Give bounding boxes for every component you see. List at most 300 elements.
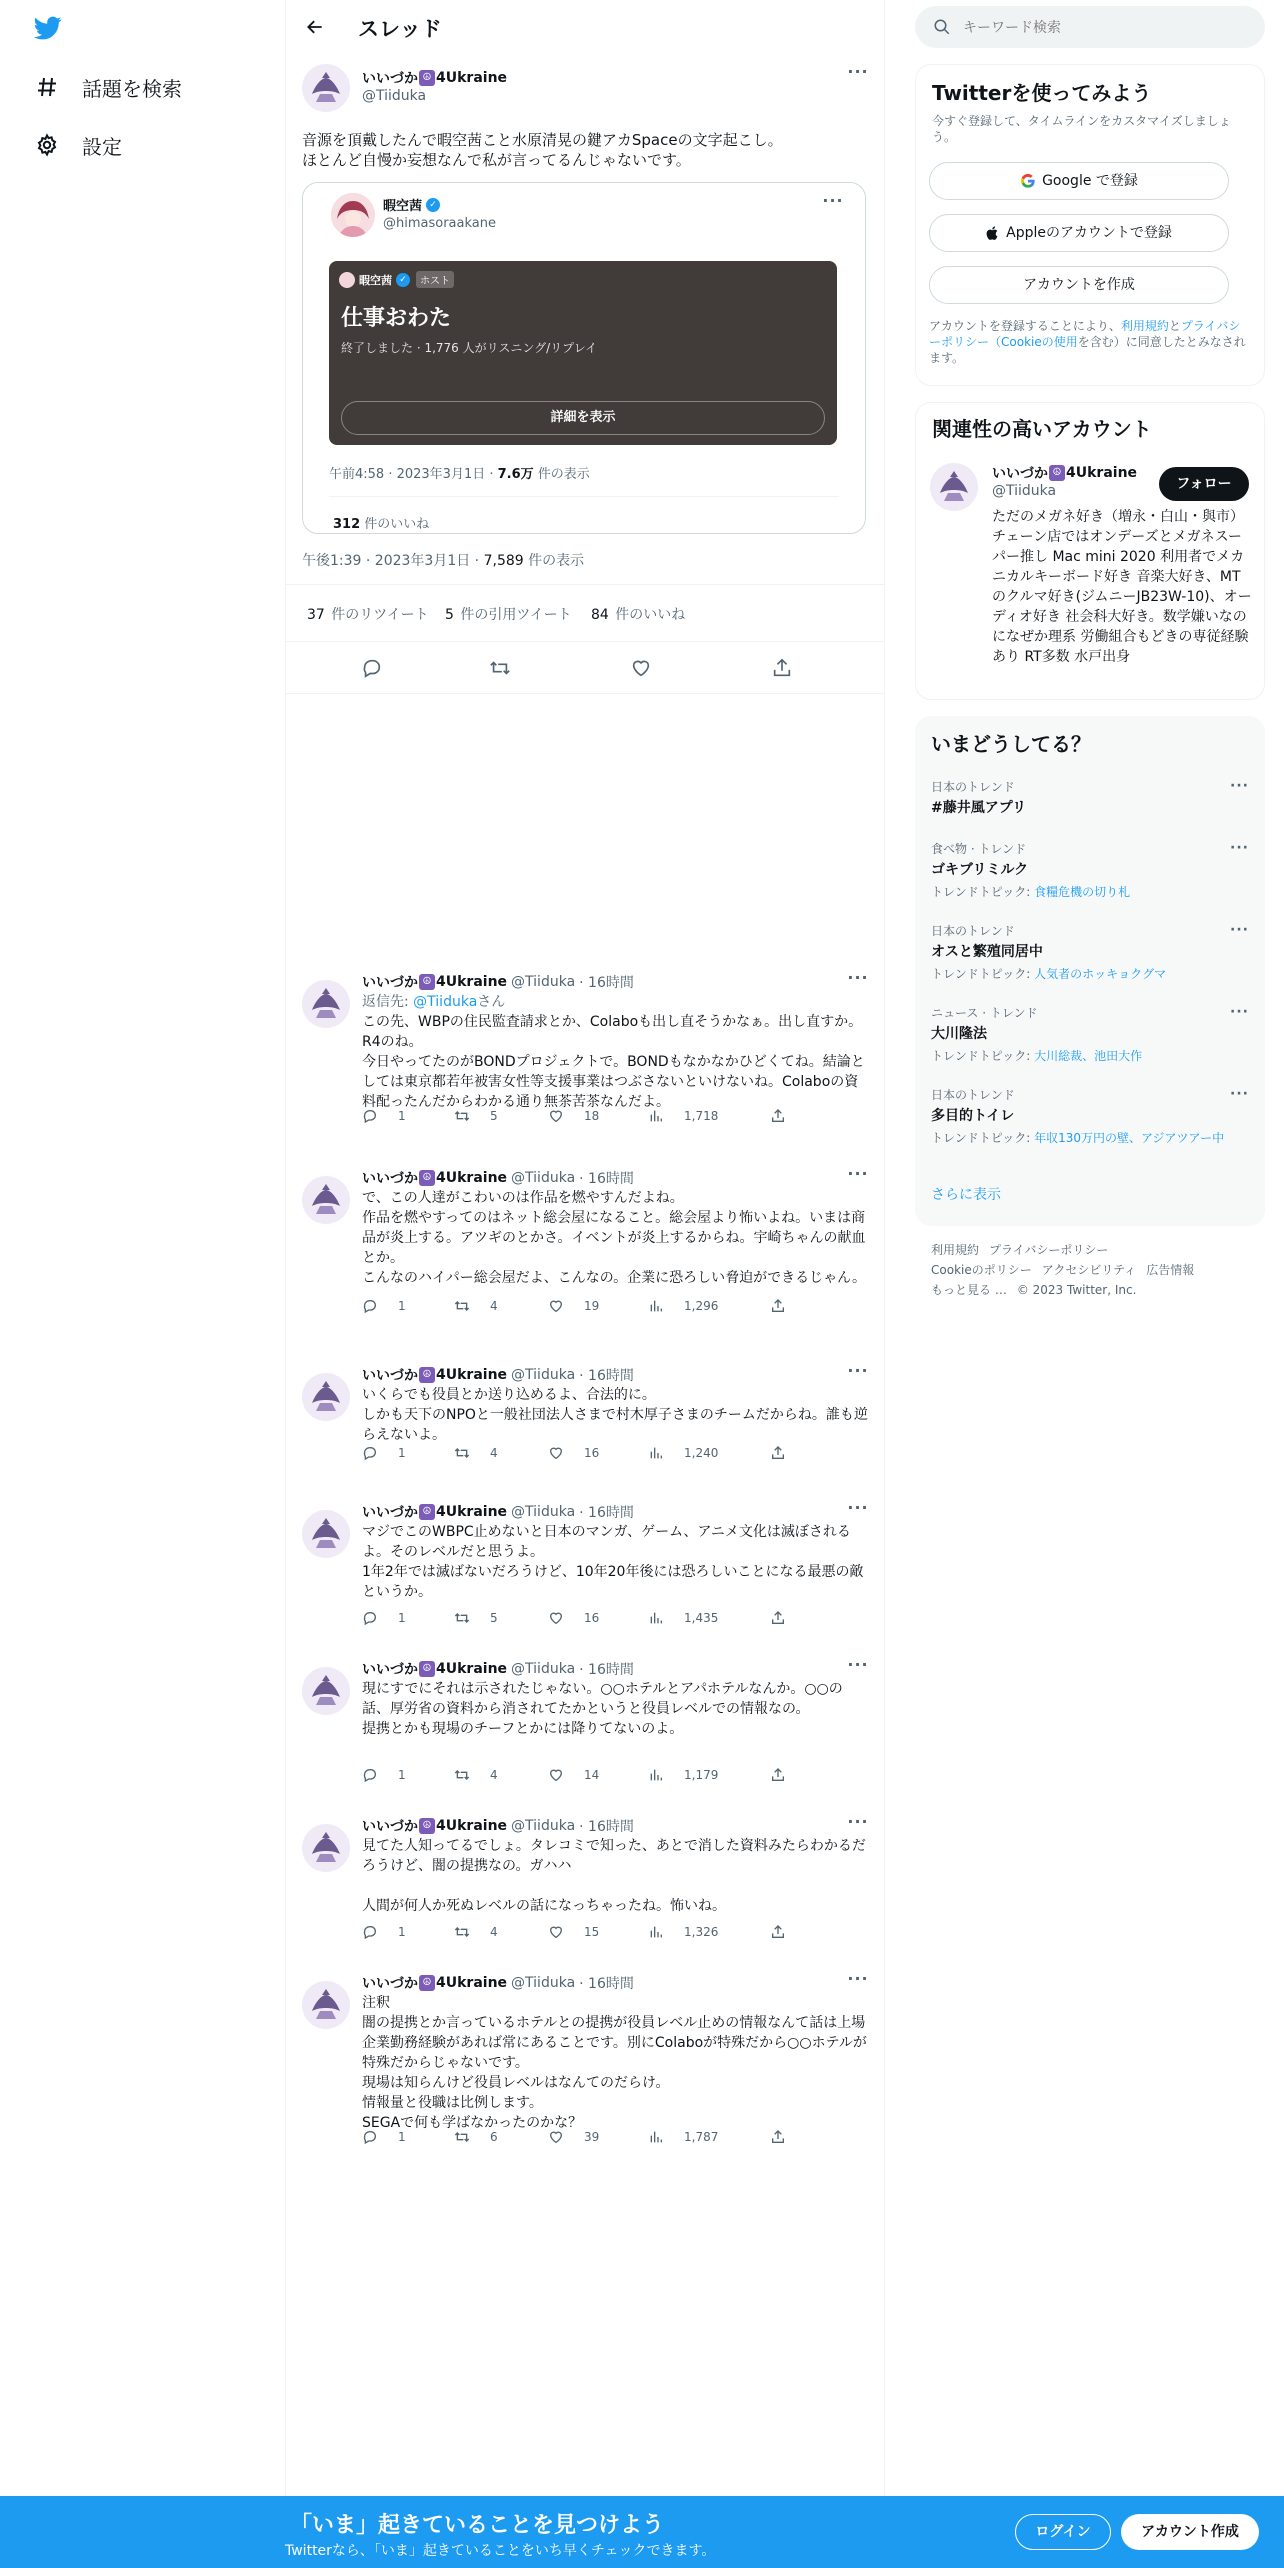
- footer-copyright: © 2023 Twitter, Inc.: [1016, 1283, 1137, 1297]
- retweet-icon[interactable]: [486, 654, 514, 682]
- replying-to: [362, 992, 868, 1012]
- page-title: スレッド: [358, 17, 442, 41]
- trend-topic-prefix: トレンドトピック:: [931, 1131, 1035, 1145]
- more-options-icon[interactable]: ···: [1230, 1086, 1249, 1102]
- retweet-button[interactable]: [454, 2129, 498, 2145]
- more-options-icon[interactable]: ···: [847, 1812, 869, 1831]
- like-heart-icon: [548, 1610, 574, 1626]
- views-button[interactable]: [648, 1610, 718, 1626]
- back-arrow-icon[interactable]: [298, 10, 332, 44]
- retweet-count: 5: [490, 1611, 498, 1625]
- like-button[interactable]: [548, 1445, 599, 1461]
- reply-handle[interactable]: @Tiiduka: [511, 1975, 576, 1991]
- trends-panel: [915, 716, 1265, 1226]
- footer-privacy[interactable]: プライバシーポリシー: [989, 1243, 1109, 1257]
- twitter-bird-icon[interactable]: [32, 14, 64, 44]
- view-count: 1,326: [684, 1925, 719, 1939]
- trend-topic-prefix: トレンドトピック:: [931, 1049, 1035, 1063]
- trend-title: 大川隆法: [931, 1026, 987, 1042]
- avatar[interactable]: [302, 1176, 350, 1224]
- retweet-icon: [454, 1108, 480, 1124]
- trend-category: ニュース · トレンド: [931, 1006, 1038, 1020]
- like-heart-icon: [548, 1924, 574, 1940]
- footer-cookie[interactable]: Cookieのポリシー: [931, 1263, 1032, 1277]
- create-account-button[interactable]: [929, 266, 1229, 304]
- retweet-button[interactable]: [454, 1298, 498, 1314]
- space-host-avatar: [339, 272, 355, 288]
- share-icon[interactable]: [768, 654, 796, 682]
- trend-topic-link[interactable]: 人気者のホッキョクグマ: [1034, 967, 1167, 981]
- reply-author-name[interactable]: いいづか: [362, 1976, 418, 1992]
- reply-button[interactable]: [362, 1767, 406, 1783]
- reply-actions: [362, 1924, 782, 1944]
- nav-explore[interactable]: [34, 72, 182, 102]
- reply-actions: [362, 1610, 782, 1630]
- trend-topic: [931, 1129, 1249, 1146]
- quotes-stat[interactable]: [445, 604, 572, 624]
- more-options-icon[interactable]: ···: [847, 968, 869, 987]
- reply-handle[interactable]: @Tiiduka: [511, 974, 576, 990]
- avatar[interactable]: [302, 64, 350, 112]
- trend-item[interactable]: [931, 1004, 1249, 1064]
- thread-header: [286, 0, 885, 54]
- search-icon: [933, 18, 951, 36]
- signup-subtitle: 今すぐ登録して、タイムラインをカスタマイズしましょう。: [932, 114, 1231, 144]
- apple-signup-button[interactable]: [929, 214, 1229, 252]
- reply-button[interactable]: [362, 1445, 406, 1461]
- trend-topic: [931, 883, 1249, 900]
- tweet-text: 音源を頂戴したんで暇空茜こと水原清晃の鍵アカSpaceの文字起こし。 ほとんど自慢か妄想なんで私が言ってるんじゃないです。: [302, 131, 783, 169]
- replying-prefix: 返信先:: [362, 994, 414, 1010]
- reply-author-suffix: 4Ukraine: [436, 1818, 508, 1834]
- like-count: 16: [584, 1611, 600, 1625]
- reply-count: 1: [398, 1768, 406, 1782]
- replying-to-link[interactable]: @Tiiduka: [413, 994, 478, 1010]
- retweet-icon: [454, 1924, 480, 1940]
- share-icon: [770, 1767, 796, 1783]
- quoted-views-label: 件の表示: [533, 467, 590, 482]
- reply-handle[interactable]: @Tiiduka: [511, 1504, 576, 1520]
- retweets-count: 37: [307, 607, 325, 623]
- space-host-name: 暇空茜: [359, 273, 392, 287]
- more-options-icon[interactable]: ···: [847, 1498, 869, 1517]
- retweet-count: 4: [490, 1768, 498, 1782]
- related-accounts-panel: [915, 402, 1265, 700]
- reply-actions: [362, 1445, 782, 1465]
- related-bio: ただのメガネ好き（増永・白山・與市） チェーン店ではオンデーズとメガネスーパー推し Mac mini 2020 利用者でメカニカルキーボード好き 音楽大好き、MTのクルマ好き(ジムニーJB23W-10)、オーディオ好き 社会科大好き。数学嫌いなのになぜか理系 労働組合もどきの専従経験あり RT多数 水戸出身: [992, 509, 1252, 665]
- search-input[interactable]: [963, 19, 1243, 35]
- host-tag: ホスト: [416, 271, 454, 288]
- flag-emoji-icon: ☮: [1049, 465, 1065, 481]
- bottom-signup-bar: [0, 2496, 1284, 2568]
- retweet-count: 5: [490, 1109, 498, 1123]
- more-options-icon[interactable]: ···: [847, 1969, 869, 1988]
- more-options-icon[interactable]: ···: [1230, 922, 1249, 938]
- share-icon: [770, 1108, 796, 1124]
- verified-badge-icon: ✓: [426, 198, 440, 212]
- related-handle[interactable]: @Tiiduka: [992, 483, 1057, 499]
- like-count: 14: [584, 1768, 600, 1782]
- reply-text: マジでこのWBPC止めないと日本のマンガ、ゲーム、アニメ文化は滅ぼされるよ。そのレベルだと思うよ。 1年2年では滅ばないだろうけど、10年20年後には恐ろしいことになる最悪の敵というか。: [362, 1524, 864, 1600]
- like-heart-icon: [548, 1108, 574, 1124]
- avatar[interactable]: [302, 1981, 350, 2029]
- retweet-button[interactable]: [454, 1767, 498, 1783]
- share-button[interactable]: [770, 2129, 796, 2145]
- related-title: 関連性の高いアカウント: [932, 417, 1152, 441]
- create-account-label: アカウントを作成: [1023, 277, 1135, 293]
- reply-icon: [362, 1767, 388, 1783]
- reply-count: 1: [398, 1109, 406, 1123]
- retweet-icon: [454, 1610, 480, 1626]
- legal-suffix: を含む）に同意したとみなされます。: [929, 335, 1246, 365]
- views-button[interactable]: [648, 1924, 718, 1940]
- hashtag-icon: [34, 74, 60, 100]
- views-button[interactable]: [648, 1108, 718, 1124]
- view-count: 1,240: [684, 1446, 719, 1460]
- share-button[interactable]: [770, 1924, 796, 1940]
- space-card[interactable]: [329, 261, 837, 445]
- views-chart-icon: [648, 1610, 674, 1626]
- signup-title: Twitterを使ってみよう: [932, 81, 1152, 105]
- reply-author-name[interactable]: いいづか: [362, 1819, 418, 1835]
- trend-topic: [931, 1047, 1249, 1064]
- share-icon: [770, 1298, 796, 1314]
- flag-emoji-icon: ☮: [419, 70, 435, 86]
- login-button[interactable]: ログイン: [1015, 2514, 1111, 2550]
- terms-link[interactable]: 利用規約: [1120, 319, 1169, 333]
- quoted-more-icon[interactable]: ···: [822, 191, 844, 210]
- likes-label: 件のいいね: [610, 607, 686, 623]
- reply-time[interactable]: · 16時間: [579, 1976, 634, 1992]
- retweet-icon: [454, 2129, 480, 2145]
- quoted-views-num: 7.6万: [497, 467, 534, 482]
- quotes-count: 5: [445, 607, 454, 623]
- retweet-icon: [454, 1767, 480, 1783]
- more-options-icon[interactable]: ···: [1230, 778, 1249, 794]
- space-host: [339, 271, 454, 288]
- space-title: 仕事おわた: [341, 306, 452, 331]
- reply-count: 1: [398, 1299, 406, 1313]
- view-count: 1,435: [684, 1611, 719, 1625]
- like-count: 18: [584, 1109, 600, 1123]
- apple-signup-label: Appleのアカウントで登録: [1006, 225, 1172, 241]
- retweet-button[interactable]: [454, 1108, 498, 1124]
- google-signup-button[interactable]: [929, 162, 1229, 200]
- author-name-text: いいづか: [362, 71, 418, 87]
- like-button[interactable]: [548, 1767, 599, 1783]
- author-name-suffix: 4Ukraine: [436, 70, 508, 86]
- flag-emoji-icon: ☮: [419, 1975, 435, 1991]
- signup-legal-text: [929, 318, 1251, 366]
- trend-topic-link[interactable]: 食糧危機の切り札: [1034, 885, 1131, 899]
- trend-topic-link[interactable]: 大川総裁、池田大作: [1034, 1049, 1143, 1063]
- flag-emoji-icon: ☮: [419, 1367, 435, 1383]
- reply-time[interactable]: · 16時間: [579, 1819, 634, 1835]
- verified-badge-icon: ✓: [396, 273, 410, 287]
- reply-time[interactable]: · 16時間: [579, 1505, 634, 1521]
- like-heart-icon[interactable]: [627, 654, 655, 682]
- views-button[interactable]: [648, 1445, 718, 1461]
- quoted-name: [383, 195, 440, 214]
- view-count: 1,787: [684, 2130, 719, 2144]
- related-name[interactable]: [992, 463, 1137, 483]
- more-options-icon[interactable]: ···: [1230, 1004, 1249, 1020]
- reply-text: 注釈 闇の提携とか言っているホテルとの提携が役員レベル止めの情報なんて話は上場企業勤務経験があれば常にあることです。別にColaboが特殊だから○○ホテルが特殊だからじゃないです。 現場は知らんけど役員レベルはなんてのだらけ。 情報量と役職は比例します。 SEGAで何も学ばなかったのかな？: [362, 1995, 867, 2131]
- reply-header: [362, 972, 634, 992]
- share-button[interactable]: [770, 1610, 796, 1626]
- reply-actions: [362, 1767, 782, 1787]
- reply-count: 1: [398, 1611, 406, 1625]
- share-button[interactable]: [770, 1298, 796, 1314]
- engagement-stats: [286, 584, 885, 642]
- share-button[interactable]: [770, 1445, 796, 1461]
- trend-title: 多目的トイレ: [931, 1108, 1015, 1124]
- apple-icon: [986, 225, 1000, 241]
- share-button[interactable]: [770, 1108, 796, 1124]
- reply-icon: [362, 1924, 388, 1940]
- space-status: 終了しました · 1,776 人がリスニング/リプレイ: [341, 341, 598, 355]
- trend-category: 日本のトレンド: [931, 780, 1015, 794]
- divider: [329, 496, 839, 497]
- trend-category: 日本のトレンド: [931, 1088, 1015, 1102]
- author-name[interactable]: [362, 68, 507, 88]
- legal-prefix: アカウントを登録することにより、: [929, 319, 1121, 333]
- reply-actions: [362, 2129, 782, 2149]
- trend-title: ゴキブリミルク: [931, 862, 1029, 878]
- quoted-likes-label: 件のいいね: [360, 517, 430, 532]
- more-options-icon[interactable]: ···: [847, 1655, 869, 1674]
- quoted-tweet[interactable]: [302, 182, 866, 534]
- reply-icon: [362, 1610, 388, 1626]
- reply-button[interactable]: [362, 1108, 406, 1124]
- reply-time[interactable]: · 16時間: [579, 1368, 634, 1384]
- footer-ads[interactable]: 広告情報: [1146, 1263, 1195, 1277]
- reply-icon: [362, 1108, 388, 1124]
- like-count: 39: [584, 2130, 600, 2144]
- view-count: 1,296: [684, 1299, 719, 1313]
- reply-author-name[interactable]: いいづか: [362, 1171, 418, 1187]
- more-options-icon[interactable]: ···: [847, 1361, 869, 1380]
- reply-button[interactable]: [362, 2129, 406, 2145]
- legal-mid: と: [1168, 319, 1181, 333]
- retweet-count: 6: [490, 2130, 498, 2144]
- quoted-time: 午前4:58 · 2023年3月1日 ·: [329, 467, 498, 482]
- reply-icon: [362, 1445, 388, 1461]
- reply-author-suffix: 4Ukraine: [436, 1367, 508, 1383]
- reply-handle[interactable]: @Tiiduka: [511, 1661, 576, 1677]
- more-options-icon[interactable]: ···: [847, 62, 869, 81]
- tweet-actions: [286, 642, 885, 694]
- likes-stat[interactable]: [591, 604, 685, 624]
- left-nav: [0, 0, 285, 2568]
- privacy-link[interactable]: プライバシーポリシー: [929, 319, 1241, 349]
- follow-button[interactable]: フォロー: [1159, 467, 1249, 501]
- reply-author-suffix: 4Ukraine: [436, 974, 508, 990]
- retweet-icon: [454, 1445, 480, 1461]
- reply-icon[interactable]: [358, 654, 386, 682]
- share-button[interactable]: [770, 1767, 796, 1783]
- reply-handle[interactable]: @Tiiduka: [511, 1367, 576, 1383]
- author-handle[interactable]: @Tiiduka: [362, 88, 427, 104]
- reply-count: 1: [398, 1446, 406, 1460]
- trend-topic: [931, 965, 1249, 982]
- trend-topic-prefix: トレンドトピック:: [931, 967, 1035, 981]
- views-button[interactable]: [648, 1767, 718, 1783]
- reply-icon: [362, 1298, 388, 1314]
- search-bar[interactable]: [915, 6, 1265, 48]
- like-count: 19: [584, 1299, 600, 1313]
- retweet-count: 4: [490, 1299, 498, 1313]
- reply-author-suffix: 4Ukraine: [436, 1170, 508, 1186]
- reply-text: この先、WBPの住民監査請求とか、Colaboも出し直そうかなぁ。出し直すか。R4のね。 今日やってたのがBONDプロジェクトで。BONDもなかなかひどくてね。結論としては東京都若年被害女性等支援事業はつぶさないといけないね。Colaboの資料配ったんだからわかる通り無茶苦茶なんだよ。: [362, 1014, 865, 1110]
- reply-text: いくらでも役員とか送り込めるよ、合法的に。 しかも天下のNPOと一般社団法人さまで村木厚子さまのチームだからね。誰も逆らえないよ。: [362, 1387, 868, 1443]
- signup-button[interactable]: アカウント作成: [1121, 2514, 1259, 2550]
- footer-accessibility[interactable]: アクセシビリティ: [1041, 1263, 1137, 1277]
- reply-header: [362, 1816, 634, 1836]
- footer-terms[interactable]: 利用規約: [931, 1243, 980, 1257]
- views-chart-icon: [648, 1298, 674, 1314]
- like-button[interactable]: [548, 1610, 599, 1626]
- reply-author-suffix: 4Ukraine: [436, 1504, 508, 1520]
- flag-emoji-icon: ☮: [419, 1170, 435, 1186]
- cookie-link[interactable]: （Cookieの使用: [989, 335, 1078, 349]
- share-icon: [770, 1445, 796, 1461]
- reply-author-suffix: 4Ukraine: [436, 1661, 508, 1677]
- tweet-meta: [302, 550, 584, 570]
- more-options-icon[interactable]: ···: [847, 1164, 869, 1183]
- reply-actions: [362, 1108, 782, 1128]
- like-button[interactable]: [548, 1108, 599, 1124]
- retweets-stat[interactable]: [307, 604, 429, 624]
- avatar[interactable]: [302, 1510, 350, 1558]
- avatar[interactable]: [302, 1373, 350, 1421]
- reply-text: 見てた人知ってるでしょ。タレコミで知った、あとで消した資料みたらわかるだろうけど、闇の提携なの。ガハハ 人間が何人か死ぬレベルの話になっちゃったね。怖いね。: [362, 1838, 866, 1914]
- views-chart-icon: [648, 2129, 674, 2145]
- views-chart-icon: [648, 1767, 674, 1783]
- reply-text: 現にすでにそれは示されたじゃない。○○ホテルとアパホテルなんか。○○の話、厚労省の資料から消されてたかというと役員レベルでの情報なの。 提携とかも現場のチーフとかには降りてないのよ。: [362, 1681, 843, 1737]
- retweet-button[interactable]: [454, 1445, 498, 1461]
- reply-header: [362, 1168, 634, 1188]
- reply-header: [362, 1973, 634, 1993]
- trend-item[interactable]: [931, 1086, 1249, 1146]
- views-chart-icon: [648, 1445, 674, 1461]
- reply-header: [362, 1365, 634, 1385]
- reply-actions: [362, 1298, 782, 1318]
- like-button[interactable]: [548, 2129, 599, 2145]
- like-button[interactable]: [548, 1298, 599, 1314]
- reply-icon: [362, 2129, 388, 2145]
- tweet-time[interactable]: 午後1:39 · 2023年3月1日 ·: [302, 553, 484, 569]
- replying-suffix: さん: [477, 994, 506, 1010]
- nav-explore-label: 話題を検索: [82, 76, 182, 101]
- like-heart-icon: [548, 1445, 574, 1461]
- nav-settings-label: 設定: [82, 134, 122, 159]
- avatar[interactable]: [302, 1824, 350, 1872]
- reply-time[interactable]: · 16時間: [579, 975, 634, 991]
- retweet-button[interactable]: [454, 1610, 498, 1626]
- reply-button[interactable]: [362, 1924, 406, 1940]
- avatar[interactable]: [302, 980, 350, 1028]
- reply-time[interactable]: · 16時間: [579, 1662, 634, 1678]
- bottom-bar-title: 「いま」起きていることを見つけよう: [290, 2513, 665, 2538]
- reply-author-name[interactable]: いいづか: [362, 1505, 418, 1521]
- avatar[interactable]: [302, 1667, 350, 1715]
- views-chart-icon: [648, 1108, 674, 1124]
- view-count: 1,179: [684, 1768, 719, 1782]
- trend-category: 日本のトレンド: [931, 924, 1015, 938]
- trend-item[interactable]: [931, 922, 1249, 982]
- share-icon: [770, 2129, 796, 2145]
- view-count: 1,718: [684, 1109, 719, 1123]
- flag-emoji-icon: ☮: [419, 1661, 435, 1677]
- quoted-meta: [329, 463, 590, 482]
- more-options-icon[interactable]: ···: [1230, 840, 1249, 856]
- reply-button[interactable]: [362, 1610, 406, 1626]
- retweet-button[interactable]: [454, 1924, 498, 1940]
- trend-item[interactable]: [931, 778, 1249, 817]
- reply-author-name[interactable]: いいづか: [362, 1662, 418, 1678]
- views-chart-icon: [648, 1924, 674, 1940]
- flag-emoji-icon: ☮: [419, 974, 435, 990]
- quoted-name-text: 暇空茜: [383, 199, 423, 214]
- like-count: 15: [584, 1925, 600, 1939]
- reply-count: 1: [398, 2130, 406, 2144]
- show-more-link[interactable]: さらに表示: [931, 1187, 1001, 1203]
- footer: [931, 1240, 1261, 1300]
- like-count: 16: [584, 1446, 600, 1460]
- like-button[interactable]: [548, 1924, 599, 1940]
- retweet-count: 4: [490, 1446, 498, 1460]
- like-heart-icon: [548, 1298, 574, 1314]
- share-icon: [770, 1924, 796, 1940]
- reply-button[interactable]: [362, 1298, 406, 1314]
- view-details-button[interactable]: 詳細を表示: [341, 401, 825, 435]
- trend-item[interactable]: [931, 840, 1249, 900]
- trend-topic-link[interactable]: 年収130万円の壁、アジアツアー中: [1034, 1131, 1225, 1145]
- nav-settings[interactable]: [34, 130, 122, 160]
- quoted-avatar: [331, 193, 375, 237]
- reply-handle[interactable]: @Tiiduka: [511, 1818, 576, 1834]
- views-button[interactable]: [648, 1298, 718, 1314]
- related-name-suffix: 4Ukraine: [1066, 465, 1138, 481]
- like-heart-icon: [548, 1767, 574, 1783]
- quoted-likes: [333, 513, 429, 532]
- reply-author-suffix: 4Ukraine: [436, 1975, 508, 1991]
- flag-emoji-icon: ☮: [419, 1818, 435, 1834]
- related-name-text: いいづか: [992, 466, 1048, 482]
- quoted-likes-num: 312: [333, 517, 361, 532]
- reply-text: で、この人達がこわいのは作品を燃やすんだよね。 作品を燃やすってのはネット総会屋になること。総会屋より怖いよね。いまは商品が炎上する。アツギのとかさ。イベントが炎上するからね。宇崎ちゃんの献血とか。 こんなのハイパー総会屋だよ、こんなの。企業に恐ろしい脅迫ができるじゃん。: [362, 1190, 866, 1286]
- reply-author-name[interactable]: いいづか: [362, 975, 418, 991]
- reply-handle[interactable]: @Tiiduka: [511, 1170, 576, 1186]
- reply-header: [362, 1659, 634, 1679]
- footer-more[interactable]: もっと見る …: [931, 1283, 1007, 1297]
- reply-time[interactable]: · 16時間: [579, 1171, 634, 1187]
- reply-header: [362, 1502, 634, 1522]
- google-icon: [1020, 173, 1036, 189]
- trend-title: #藤井風アプリ: [931, 800, 1027, 816]
- trends-title: いまどうしてる？: [931, 732, 1091, 756]
- quoted-handle: @himasoraakane: [383, 216, 496, 231]
- reply-author-name[interactable]: いいづか: [362, 1368, 418, 1384]
- bottom-bar-subtitle: Twitterなら、「いま」起きていることをいち早くチェックできます。: [285, 2543, 716, 2559]
- flag-emoji-icon: ☮: [419, 1504, 435, 1520]
- avatar[interactable]: [930, 463, 978, 511]
- quotes-label: 件の引用ツイート: [455, 607, 572, 623]
- like-heart-icon: [548, 2129, 574, 2145]
- views-button[interactable]: [648, 2129, 718, 2145]
- likes-count: 84: [591, 607, 609, 623]
